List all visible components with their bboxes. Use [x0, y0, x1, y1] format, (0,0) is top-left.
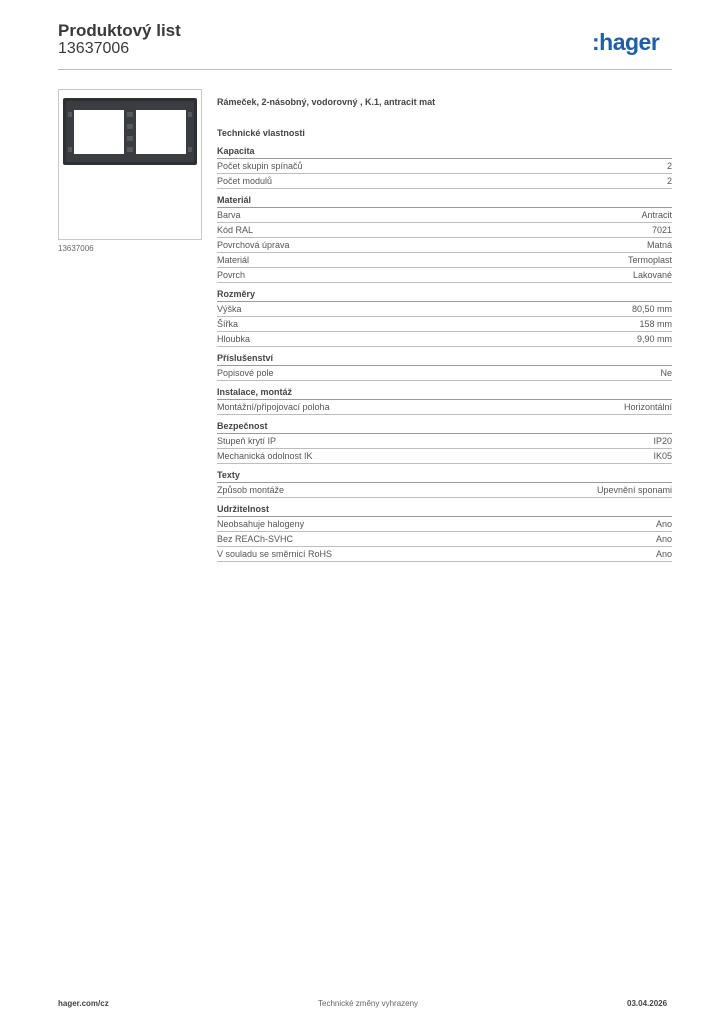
spec-row — [217, 434, 672, 449]
spec-value: 158 mm — [639, 319, 672, 329]
spec-value: 9,90 mm — [636, 334, 672, 344]
spec-row — [217, 517, 672, 532]
spec-row — [217, 253, 672, 268]
spec-label: Bez REACh-SVHC — [217, 534, 294, 544]
spec-section — [217, 385, 672, 415]
spec-row — [217, 238, 672, 253]
spec-row — [217, 449, 672, 464]
spec-row — [217, 332, 672, 347]
spec-value: 7021 — [651, 225, 672, 235]
spec-label: Mechanická odolnost IK — [217, 451, 313, 461]
spec-row — [217, 223, 672, 238]
spec-value: Matná — [646, 240, 672, 250]
spec-row — [217, 547, 672, 562]
spec-row — [217, 483, 672, 498]
spec-label: Popisové pole — [217, 368, 274, 378]
spec-value: Ne — [660, 368, 672, 378]
spec-label: Způsob montáže — [217, 485, 285, 495]
spec-row — [217, 366, 672, 381]
spec-value: Antracit — [641, 210, 672, 220]
section-title: Materiál — [217, 193, 672, 208]
section-title: Bezpečnost — [217, 419, 672, 434]
spec-label: Montážní/připojovací poloha — [217, 402, 330, 412]
spec-label: Počet skupin spínačů — [217, 161, 303, 171]
spec-label: Šířka — [217, 319, 239, 329]
spec-value: IP20 — [653, 436, 672, 446]
spec-value: 80,50 mm — [631, 304, 672, 314]
section-title: Instalace, montáž — [217, 385, 672, 400]
spec-row — [217, 159, 672, 174]
spec-label: Povrch — [217, 270, 246, 280]
spec-label: Barva — [217, 210, 241, 220]
spec-label: Počet modulů — [217, 176, 273, 186]
section-title: Rozměry — [217, 287, 672, 302]
product-image — [58, 89, 202, 240]
spec-content — [217, 95, 672, 562]
spec-value: IK05 — [653, 451, 672, 461]
spec-value: Horizontální — [623, 402, 672, 412]
section-title: Kapacita — [217, 144, 672, 159]
spec-value: Ano — [655, 549, 672, 559]
spec-label: Materiál — [217, 255, 250, 265]
spec-section — [217, 502, 672, 562]
spec-section — [217, 287, 672, 347]
product-description: Rámeček, 2-násobný, vodorovný , K.1, antracit mat — [217, 97, 436, 107]
spec-value: 2 — [666, 161, 672, 171]
spec-row — [217, 400, 672, 415]
spec-section — [217, 351, 672, 381]
spec-value: Ano — [655, 534, 672, 544]
hager-logo: :hager — [592, 29, 660, 55]
spec-heading: Technické vlastnosti — [217, 128, 305, 138]
frame-illustration — [59, 90, 201, 239]
spec-sections — [217, 144, 672, 562]
spec-row — [217, 302, 672, 317]
product-number: 13637006 — [58, 40, 130, 57]
image-caption: 13637006 — [58, 244, 94, 253]
spec-value: Termoplast — [627, 255, 672, 265]
spec-label: Hloubka — [217, 334, 251, 344]
spec-value: Ano — [655, 519, 672, 529]
footer-date: 03.04.2026 — [627, 999, 668, 1008]
spec-value: Lakované — [632, 270, 672, 280]
spec-value: 2 — [666, 176, 672, 186]
spec-section — [217, 419, 672, 464]
header-divider — [58, 69, 672, 70]
spec-label: Neobsahuje halogeny — [217, 519, 305, 529]
spec-label: Kód RAL — [217, 225, 254, 235]
spec-row — [217, 268, 672, 283]
spec-section — [217, 468, 672, 498]
spec-row — [217, 532, 672, 547]
spec-section — [217, 144, 672, 189]
spec-label: Výška — [217, 304, 242, 314]
section-title: Příslušenství — [217, 351, 672, 366]
page-title: Produktový list — [58, 21, 181, 40]
spec-row — [217, 208, 672, 223]
spec-label: Stupeň krytí IP — [217, 436, 277, 446]
section-title: Texty — [217, 468, 672, 483]
footer-website: hager.com/cz — [58, 999, 109, 1008]
spec-section — [217, 193, 672, 283]
spec-label: V souladu se směrnicí RoHS — [217, 549, 333, 559]
spec-label: Povrchová úprava — [217, 240, 290, 250]
spec-value: Upevnění sponami — [596, 485, 672, 495]
section-title: Udržitelnost — [217, 502, 672, 517]
spec-row — [217, 317, 672, 332]
spec-row — [217, 174, 672, 189]
footer-note: Technické změny vyhrazeny — [318, 999, 419, 1008]
